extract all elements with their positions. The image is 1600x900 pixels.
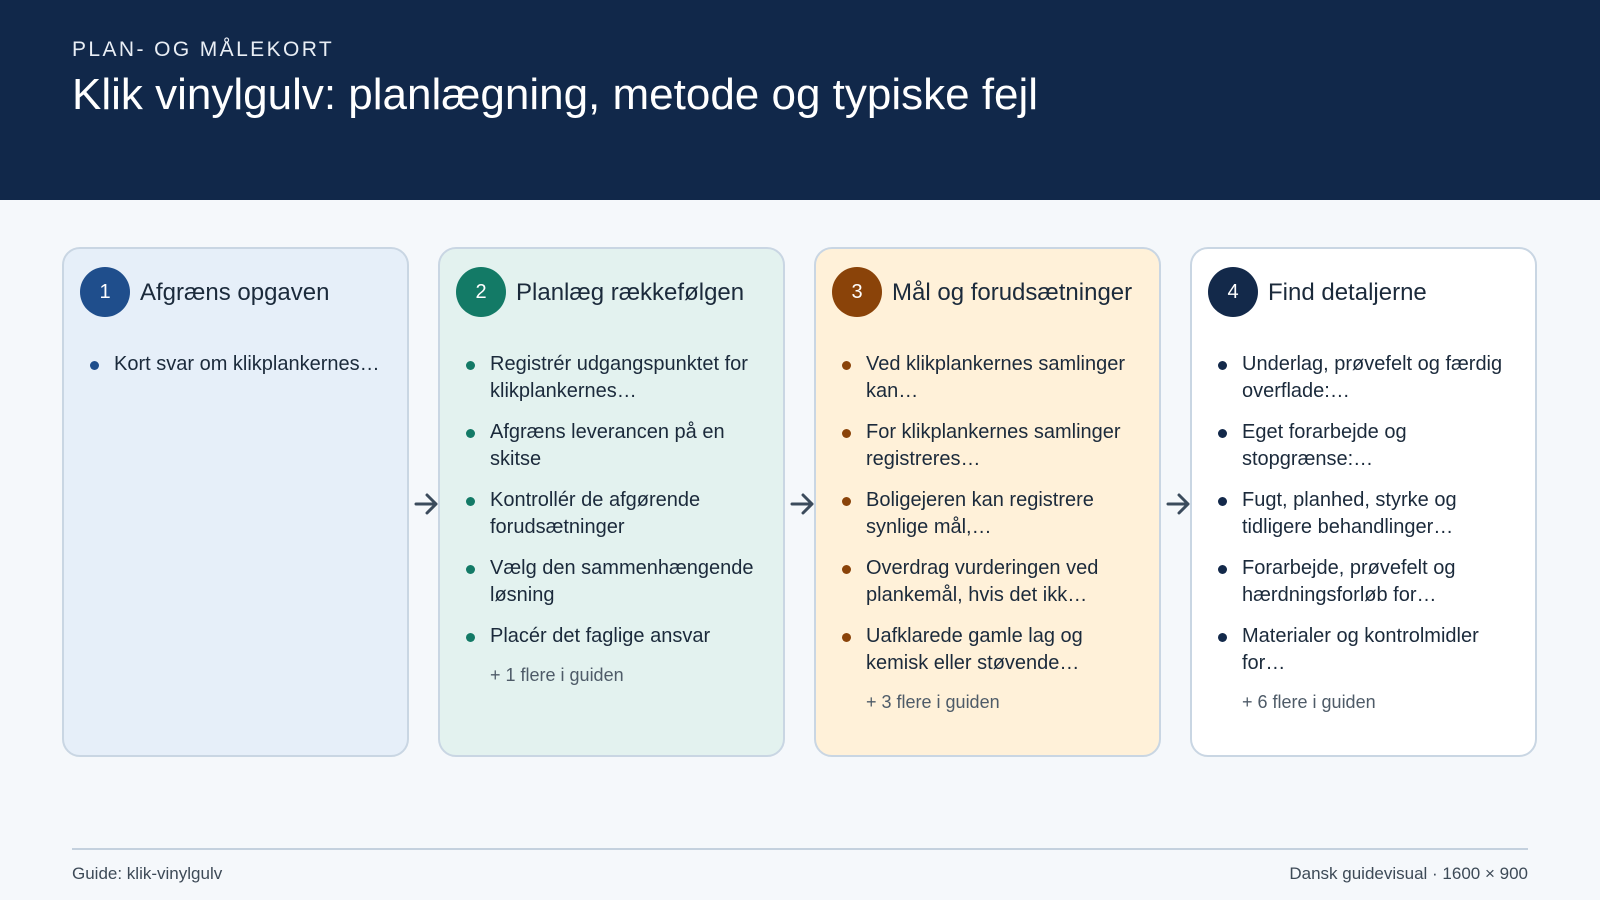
list-item bbox=[466, 419, 771, 473]
step-number-badge: 3 bbox=[832, 267, 882, 317]
bullet-icon bbox=[1218, 565, 1227, 574]
arrow-right-icon bbox=[789, 490, 817, 518]
item-text: For klikplankernes samlinger registreres… bbox=[866, 421, 1121, 470]
item-text: Materialer og kontrolmidler for… bbox=[1242, 625, 1479, 674]
bullet-icon bbox=[1218, 361, 1227, 370]
step-item-list bbox=[842, 351, 1147, 715]
item-text: Boligejeren kan registrere synlige mål,… bbox=[866, 489, 1094, 538]
list-item bbox=[1218, 623, 1523, 677]
list-item bbox=[466, 623, 771, 650]
list-item bbox=[90, 351, 395, 378]
step-item-list bbox=[1218, 351, 1523, 715]
list-item bbox=[842, 487, 1147, 541]
item-text: Kontrollér de afgørende forudsætninger bbox=[490, 489, 701, 538]
bullet-icon bbox=[842, 429, 851, 438]
bullet-icon bbox=[842, 497, 851, 506]
item-text: Afgræns leverancen på en skitse bbox=[490, 421, 725, 470]
bullet-icon bbox=[466, 429, 475, 438]
list-item bbox=[1218, 555, 1523, 609]
item-text: Kort svar om klikplankernes… bbox=[114, 353, 380, 375]
eyebrow-label: PLAN- OG MÅLEKORT bbox=[72, 38, 335, 61]
step-card-4 bbox=[1190, 247, 1537, 757]
bullet-icon bbox=[1218, 497, 1227, 506]
header-banner bbox=[0, 0, 1600, 200]
item-text: Ved klikplankernes samlinger kan… bbox=[866, 353, 1126, 402]
step-title: Afgræns opgaven bbox=[140, 279, 330, 306]
item-text: Registrér udgangspunktet for klikplankernes… bbox=[490, 353, 748, 402]
step-card-3 bbox=[814, 247, 1161, 757]
item-text: Forarbejde, prøvefelt og hærdningsforløb for… bbox=[1242, 557, 1456, 606]
bullet-icon bbox=[466, 633, 475, 642]
footer-format-label: Dansk guidevisual · 1600 × 900 bbox=[1289, 864, 1528, 883]
bullet-icon bbox=[842, 565, 851, 574]
item-text: Underlag, prøvefelt og færdig overflade:… bbox=[1242, 353, 1503, 402]
step-card-header bbox=[456, 267, 776, 319]
item-text: Vælg den sammenhængende løsning bbox=[490, 557, 754, 606]
step-card-header bbox=[832, 267, 1152, 319]
step-card-1 bbox=[62, 247, 409, 757]
arrow-right-icon bbox=[1165, 490, 1193, 518]
item-text: Fugt, planhed, styrke og tidligere behandlinger… bbox=[1242, 489, 1457, 538]
list-item bbox=[466, 351, 771, 405]
step-title: Planlæg rækkefølgen bbox=[516, 279, 745, 306]
bullet-icon bbox=[1218, 429, 1227, 438]
footer-guide-label: Guide: klik-vinylgulv bbox=[72, 864, 223, 883]
step-title: Find detaljerne bbox=[1268, 279, 1427, 306]
list-item bbox=[466, 555, 771, 609]
list-item bbox=[842, 623, 1147, 677]
list-item bbox=[842, 351, 1147, 405]
step-number-badge: 1 bbox=[80, 267, 130, 317]
step-card-header bbox=[80, 267, 400, 319]
step-card-header bbox=[1208, 267, 1528, 319]
item-text: Placér det faglige ansvar bbox=[490, 625, 711, 647]
more-in-guide-note: + 3 flere i guiden bbox=[866, 692, 1000, 712]
list-item bbox=[842, 419, 1147, 473]
step-title: Mål og forudsætninger bbox=[892, 279, 1133, 306]
list-item bbox=[466, 487, 771, 541]
step-number-badge: 2 bbox=[456, 267, 506, 317]
bullet-icon bbox=[466, 565, 475, 574]
step-item-list bbox=[466, 351, 771, 688]
footer-divider bbox=[72, 848, 1528, 850]
arrow-right-icon bbox=[413, 490, 441, 518]
bullet-icon bbox=[842, 633, 851, 642]
step-item-list bbox=[90, 351, 395, 392]
bullet-icon bbox=[842, 361, 851, 370]
bullet-icon bbox=[466, 497, 475, 506]
bullet-icon bbox=[90, 361, 99, 370]
bullet-icon bbox=[1218, 633, 1227, 642]
bullet-icon bbox=[466, 361, 475, 370]
list-item bbox=[842, 555, 1147, 609]
item-text: Overdrag vurderingen ved plankemål, hvis det ikk… bbox=[866, 557, 1099, 606]
page-title: Klik vinylgulv: planlægning, metode og typiske fejl bbox=[72, 70, 1039, 119]
item-text: Eget forarbejde og stopgrænse:… bbox=[1242, 421, 1407, 470]
list-item bbox=[1218, 419, 1523, 473]
item-text: Uafklarede gamle lag og kemisk eller støvende… bbox=[866, 625, 1083, 674]
more-in-guide-note: + 1 flere i guiden bbox=[490, 665, 624, 685]
list-item bbox=[1218, 487, 1523, 541]
more-in-guide-note: + 6 flere i guiden bbox=[1242, 692, 1376, 712]
step-number-badge: 4 bbox=[1208, 267, 1258, 317]
list-item bbox=[1218, 351, 1523, 405]
step-card-2 bbox=[438, 247, 785, 757]
